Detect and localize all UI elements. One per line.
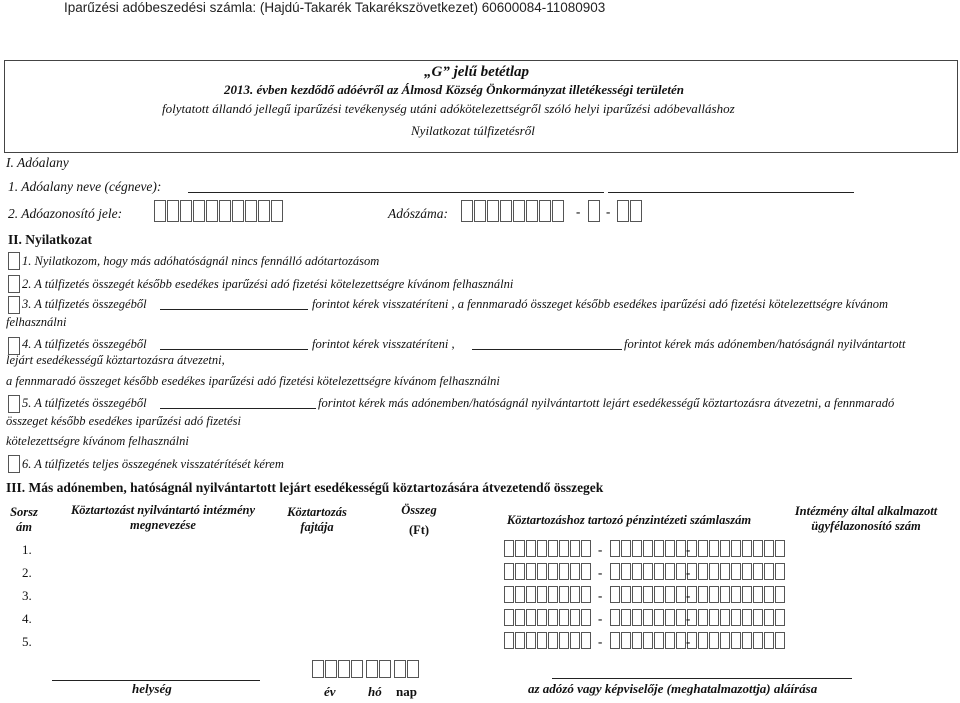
item-4-text: 4. A túlfizetés összegéből [22,337,147,351]
item-3-text-end: felhasználni [6,315,67,329]
item-5-text-2: forintot kérek más adónemben/hatóságnál nyilvántartott lejárt esedékességű köztartozásra átvezetni, a fennmaradó [318,396,895,410]
item-5-amount-field[interactable] [160,408,316,409]
account-boxes-3[interactable] [698,632,785,649]
place-label: helység [132,681,172,696]
signature-field[interactable] [552,678,852,679]
tax-number-label: Adószáma: [388,206,448,221]
checkbox-item-2[interactable] [8,275,20,293]
day-label: nap [396,684,417,699]
item-5-text: 5. A túlfizetés összegéből [22,396,147,410]
account-dash: - [686,611,691,626]
checkbox-item-3[interactable] [8,296,20,314]
item-4-text-5: a fennmaradó összeget később esedékes iparűzési adó fizetési kötelezettségre kívánom felhasználni [6,374,500,388]
account-dash: - [598,611,603,626]
tax-id-label: 2. Adóazonosító jele: [8,206,123,221]
name-field-cont[interactable] [608,192,854,193]
account-boxes-2[interactable] [610,586,697,603]
tax-number-boxes-3[interactable] [617,200,642,222]
item-4-amount-field-2[interactable] [472,349,622,350]
account-boxes-3[interactable] [698,609,785,626]
signature-label: az adózó vagy képviselője (meghatalmazottja) aláírása [528,681,818,696]
form-title: „G” jelű betétlap [424,64,529,80]
item-3-text: 3. A túlfizetés összegéből [22,297,147,311]
form-subtitle-3: Nyilatkozat túlfizetésről [411,123,535,138]
item-4-text-3: forintot kérek más adónemben/hatóságnál nyilvántartott [624,337,906,351]
account-boxes-1[interactable] [504,586,591,603]
account-boxes-1[interactable] [504,609,591,626]
account-boxes-3[interactable] [698,540,785,557]
checkbox-item-1[interactable] [8,252,20,270]
form-subtitle-1: 2013. évben kezdődő adóévről az Álmosd Község Önkormányzat illetékességi területén [224,82,685,97]
day-boxes[interactable] [394,660,419,678]
form-subtitle-2: folytatott állandó jellegű iparűzési tevékenység utáni adókötelezettségről szóló helyi iparűzési adóbevalláshoz [162,101,735,116]
account-dash: - [598,588,603,603]
account-boxes-1[interactable] [504,540,591,557]
month-boxes[interactable] [366,660,391,678]
item-3-amount-field[interactable] [160,309,308,310]
col-header-amount-unit: (Ft) [408,523,430,537]
account-dash: - [686,565,691,580]
account-boxes-2[interactable] [610,632,697,649]
tax-number-boxes-2[interactable] [588,200,600,222]
year-boxes[interactable] [312,660,363,678]
col-header-amount: Összeg [401,503,437,517]
col-header-debt-type: Köztartozás fajtája [287,505,347,534]
col-header-account: Köztartozáshoz tartozó pénzintézeti számlaszám [506,513,752,527]
account-boxes-3[interactable] [698,586,785,603]
item-2-text: 2. A túlfizetés összegét később esedékes iparűzési adó fizetési kötelezettségre kívánom felhasználni [22,277,514,291]
table-row-number: 5. [22,634,32,649]
account-boxes-2[interactable] [610,609,697,626]
checkbox-item-6[interactable] [8,455,20,473]
account-dash: - [686,542,691,557]
checkbox-item-5[interactable] [8,395,20,413]
table-row-number: 1. [22,542,32,557]
account-dash: - [598,565,603,580]
col-header-number: Sorsz ám [10,505,38,534]
account-dash: - [598,634,603,649]
col-header-institution: Köztartozást nyilvántartó intézmény megnevezése [70,503,256,532]
item-4-text-2: forintot kérek visszatéríteni , [312,337,455,351]
tax-number-boxes-1[interactable] [461,200,564,222]
account-boxes-1[interactable] [504,632,591,649]
item-3-text-cont: forintot kérek visszatéríteni , a fennmaradó összeget később esedékes iparűzési adó fizetési kötelezettségre kívánom [312,297,889,311]
account-dash: - [686,588,691,603]
table-row-number: 2. [22,565,32,580]
account-boxes-2[interactable] [610,563,697,580]
header-title: Iparűzési adóbeszedési számla: (Hajdú-Takarék Takarékszövetkezet) 60600084-11080903 [64,0,606,15]
account-boxes-3[interactable] [698,563,785,580]
table-row-number: 4. [22,611,32,626]
account-boxes-2[interactable] [610,540,697,557]
tax-id-boxes[interactable] [154,200,283,222]
tax-number-dash-2: - [606,204,611,219]
year-label: év [324,684,336,699]
item-4-text-4: lejárt esedékességű köztartozásra átvezetni, [6,353,225,367]
item-4-amount-field-1[interactable] [160,349,308,350]
account-dash: - [686,634,691,649]
name-label: 1. Adóalany neve (cégneve): [8,179,162,194]
month-label: hó [368,684,382,699]
table-row-number: 3. [22,588,32,603]
col-header-client-id: Intézmény által alkalmazott ügyfélazonosító szám [794,504,938,533]
account-boxes-1[interactable] [504,563,591,580]
item-5-text-4: kötelezettségre kívánom felhasználni [6,434,189,448]
item-6-text: 6. A túlfizetés teljes összegének visszatérítését kérem [22,457,284,471]
name-field[interactable] [188,192,604,193]
account-dash: - [598,542,603,557]
section-3-heading: III. Más adónemben, hatóságnál nyilvántartott lejárt esedékességű köztartozására átvezetendő összegek [6,480,604,495]
item-5-text-3: összeget később esedékes iparűzési adó fizetési [6,414,242,428]
item-1-text: 1. Nyilatkozom, hogy más adóhatóságnál nincs fennálló adótartozásom [22,254,380,268]
tax-number-dash-1: - [576,204,581,219]
section-2-heading: II. Nyilatkozat [8,232,92,247]
section-1-heading: I. Adóalany [6,155,69,170]
